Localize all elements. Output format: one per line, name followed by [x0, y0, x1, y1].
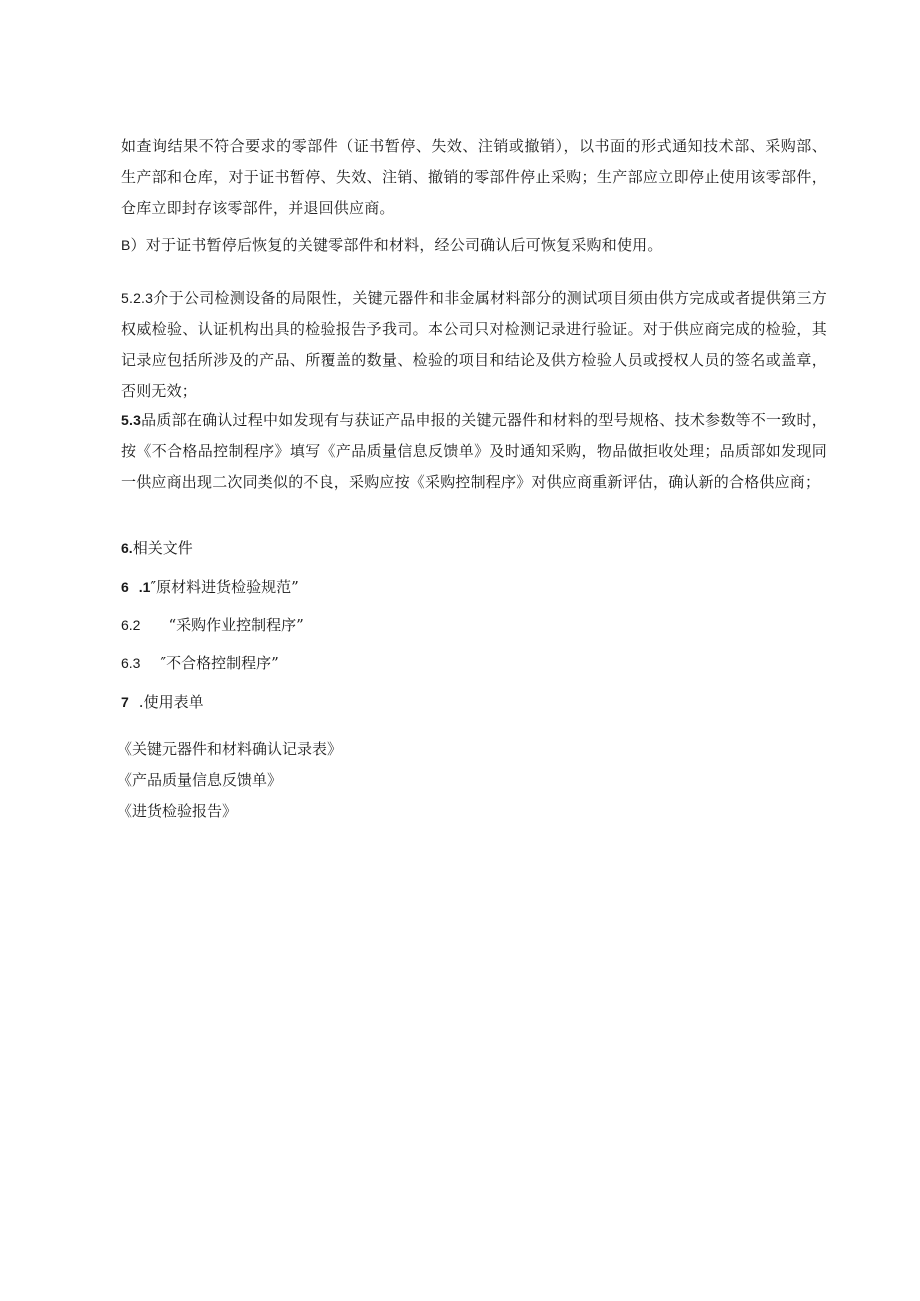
paragraph-text: 介于公司检测设备的局限性，关键元器件和非金属材料部分的测试项目须由供方完成或者提供第三方权威检验、认证机构出具的检验报告予我司。本公司只对检测记录进行验证。对于供应商完成的检验，其记录应包括所涉及的产品、所覆盖的数量、检验的项目和结论及供方检验人员或授权人员的签名或盖章，否则无效；: [121, 289, 827, 400]
reference-item-6-1: [121, 576, 299, 598]
item-label: B: [121, 237, 131, 253]
paragraph-5-3: [121, 405, 827, 498]
paragraph-text: ）对于证书暂停后恢复的关键零部件和材料，经公司确认后可恢复采购和使用。: [130, 236, 663, 254]
paragraph-text: 品质部在确认过程中如发现有与获证产品申报的关键元器件和材料的型号规格、技术参数等不一致时，按《不合格品控制程序》填写《产品质量信息反馈单》及时通知采购，物品做拒收处理；品质部如发现同一供应商出现二次同类似的不良，采购应按《采购控制程序》对供应商重新评估，确认新的合格供应商；: [121, 411, 827, 491]
form-item: 《关键元器件和材料确认记录表》: [117, 740, 343, 758]
item-number: .1: [138, 579, 151, 595]
section-number: 5.3: [121, 412, 142, 428]
form-item: 《产品质量信息反馈单》: [117, 771, 283, 789]
section-6-heading: [121, 537, 193, 559]
section-number: 6.: [121, 540, 133, 556]
item-prefix: 6: [121, 579, 129, 595]
paragraph-b-recovery: [121, 230, 827, 261]
item-prefix: 6.2: [121, 617, 141, 633]
item-text: “采购作业控制程序”: [168, 616, 304, 634]
section-7-heading: [121, 691, 204, 713]
section-title: 相关文件: [132, 539, 193, 557]
item-text: ″不合格控制程序”: [160, 654, 279, 672]
reference-item-6-2: [121, 614, 304, 636]
section-number: 7: [121, 694, 129, 710]
item-prefix: 6.3: [121, 655, 141, 671]
paragraph-5-2-3: [121, 283, 827, 407]
form-item: 《进货检验报告》: [117, 802, 238, 820]
section-number: 5.2.3: [121, 290, 154, 306]
item-text: ″原材料进货检验规范”: [150, 578, 299, 596]
paragraph-text: 如查询结果不符合要求的零部件（证书暂停、失效、注销或撤销），以书面的形式通知技术部、采购部、生产部和仓库，对于证书暂停、失效、注销、撤销的零部件停止采购；生产部应立即停止使用该零部件，仓库立即封存该零部件，并退回供应商。: [121, 137, 827, 217]
reference-item-6-3: [121, 652, 279, 674]
section-title: .使用表单: [138, 693, 204, 711]
paragraph-nonconforming-parts: [121, 131, 827, 224]
